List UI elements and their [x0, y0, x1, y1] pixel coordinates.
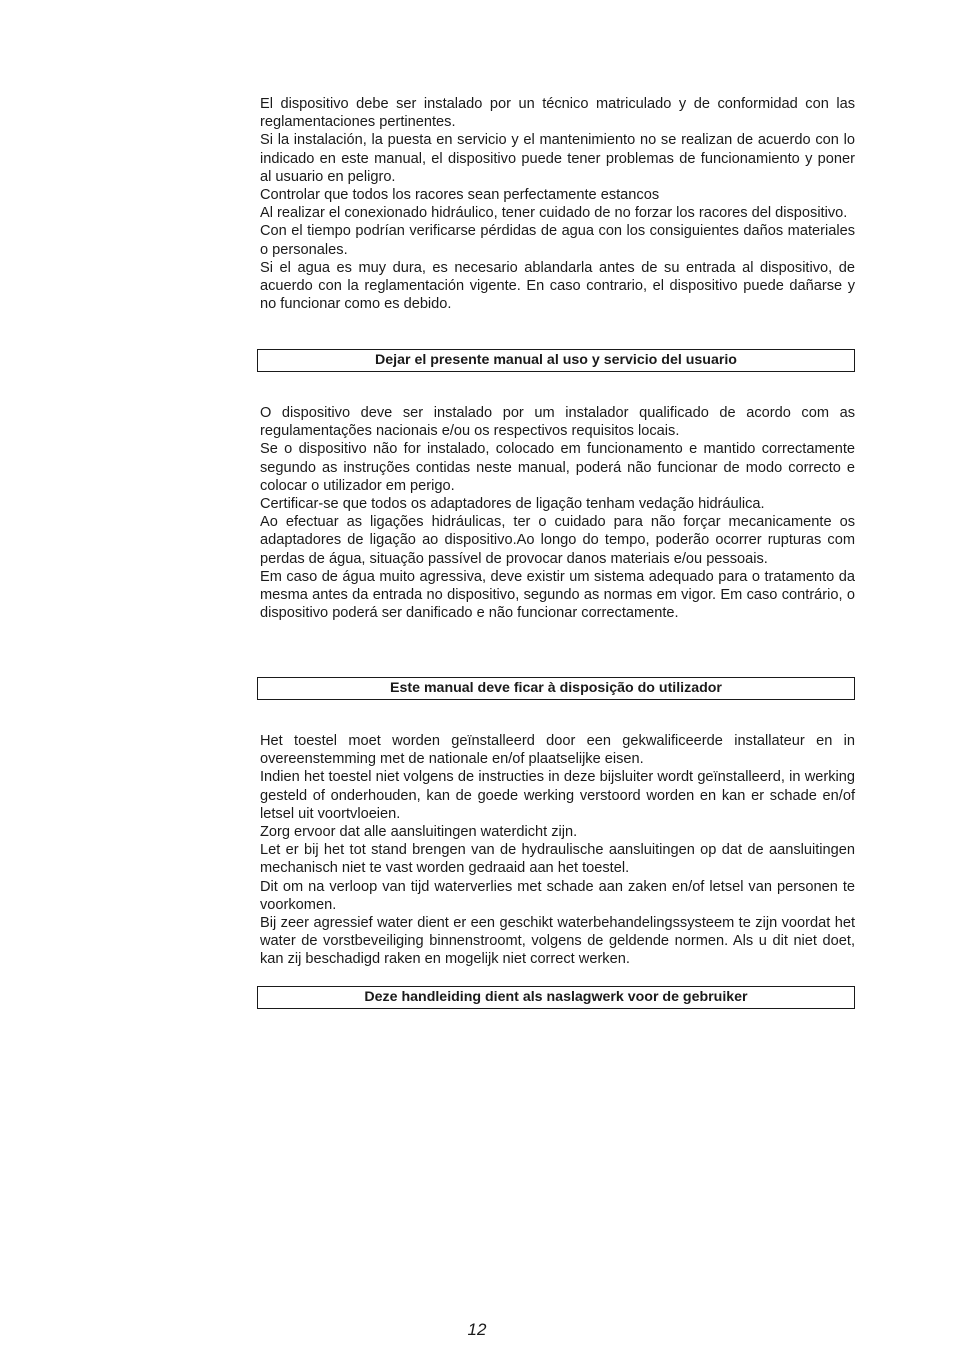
- paragraph: Ao efectuar as ligações hidráulicas, ter o cuidado para não forçar mecanicamente os adaptadores de ligação ao dispositivo.Ao longo do tempo, poderão ocorrer rupturas com perdas de água, situação passível de provocar danos materiais e/ou pessoais.: [260, 514, 855, 567]
- paragraph: Bij zeer agressief water dient er een geschikt waterbehandelingssysteem te zijn voordat het water de vorstbeveiliging binnenstroomt, volgens de geldende normen. Als u dit niet doet, kan zij beschadigd raken en mogelijk niet correct werken.: [260, 915, 855, 968]
- paragraph: Certificar-se que todos os adaptadores de ligação tenham vedação hidráulica.: [260, 496, 765, 513]
- paragraph: Indien het toestel niet volgens de instructies in deze bijsluiter wordt geïnstalleerd, in werking gesteld of onderhouden, kan de goede werking verstoord worden en kan er schade en/of letsel uit voortvloeien.: [260, 769, 855, 822]
- notice-box-dutch: Deze handleiding dient als naslagwerk voor de gebruiker: [257, 986, 855, 1009]
- notice-box-spanish: Dejar el presente manual al uso y servicio del usuario: [257, 349, 855, 372]
- paragraph: Con el tiempo podrían verificarse pérdidas de agua con los consiguientes daños materiales o personales.: [260, 223, 855, 258]
- paragraph: Het toestel moet worden geïnstalleerd door een gekwalificeerde installateur en in overeenstemming met de nationale en/of plaatselijke eisen.: [260, 733, 855, 768]
- paragraph: Em caso de água muito agressiva, deve existir um sistema adequado para o tratamento da mesma antes da entrada no dispositivo, segundo as normas em vigor. Em caso contrário, o dispositivo poderá ser danificado e não funcionar correctamente.: [260, 568, 855, 622]
- paragraph: Se o dispositivo não for instalado, colocado em funcionamento e mantido correctamente segundo as instruções contidas neste manual, poderá não funcionar de modo correcto e colocar o utilizador em perigo.: [260, 441, 855, 494]
- page-number: 12: [467, 1320, 487, 1339]
- section-portuguese: [260, 404, 855, 622]
- paragraph: Dit om na verloop van tijd waterverlies met schade aan zaken en/of letsel van personen te voorkomen.: [260, 878, 855, 913]
- paragraph: El dispositivo debe ser instalado por un técnico matriculado y de conformidad con las reglamentaciones pertinentes.: [260, 96, 855, 131]
- section-dutch: [260, 732, 855, 969]
- paragraph: Al realizar el conexionado hidráulico, tener cuidado de no forzar los racores del dispositivo.: [260, 205, 848, 222]
- section-spanish: [260, 95, 855, 313]
- paragraph: Let er bij het tot stand brengen van de hydraulische aansluitingen op dat de aansluitingen mechanisch niet te vast worden gedraaid aan het toestel.: [260, 842, 855, 877]
- paragraph: Si el agua es muy dura, es necesario ablandarla antes de su entrada al dispositivo, de acuerdo con la reglamentación vigente. En caso contrario, el dispositivo puede dañarse y no funcionar como es debido.: [260, 259, 855, 313]
- paragraph: Si la instalación, la puesta en servicio y el mantenimiento no se realizan de acuerdo con lo indicado en este manual, el dispositivo puede tener problemas de funcionamiento y poner al usuario en peligro.: [260, 132, 855, 185]
- paragraph: Controlar que todos los racores sean perfectamente estancos: [260, 187, 660, 204]
- paragraph: O dispositivo deve ser instalado por um instalador qualificado de acordo com as regulamentações nacionais e/ou os respectivos requisitos locais.: [260, 405, 855, 440]
- notice-box-portuguese: Este manual deve ficar à disposição do utilizador: [257, 677, 855, 700]
- paragraph: Zorg ervoor dat alle aansluitingen waterdicht zijn.: [260, 824, 578, 841]
